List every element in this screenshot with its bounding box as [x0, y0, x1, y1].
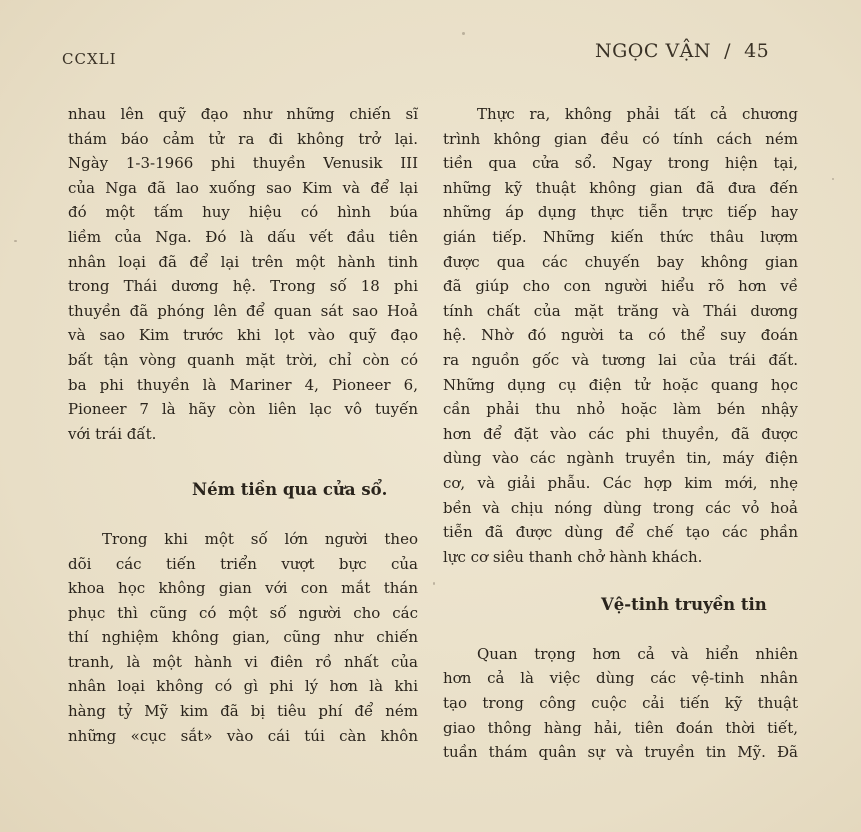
spacer [443, 618, 798, 642]
right-column [443, 102, 798, 765]
left-column [68, 102, 418, 748]
text-line: thuyền đã phóng lên để quan sát sao Hoả [68, 301, 418, 320]
text-line: tuần thám quân sự và truyền tin Mỹ. Đã [443, 743, 798, 762]
text-line: hàng tỷ Mỹ kim đã bị tiêu phí để ném [68, 702, 418, 721]
text-line: dùng vào các ngành truyền tin, máy điện [443, 449, 798, 468]
text-line: hệ. Nhờ đó người ta có thể suy đoán [443, 326, 798, 345]
text-line: gián tiếp. Những kiến thức thâu lượm [443, 227, 798, 246]
text-line: thám báo cảm tử ra đi không trở lại. [68, 129, 418, 148]
text-line: nhân loại đã để lại trên một hành tinh [68, 252, 418, 271]
left-paragraph-2 [68, 527, 418, 748]
text-line: những «cục sắt» vào cái túi càn khôn [68, 726, 418, 745]
text-line: ba phi thuyền là Mariner 4, Pioneer 6, [68, 375, 418, 394]
text-line: và sao Kim trước khi lọt vào quỹ đạo [68, 326, 418, 345]
text-line: tính chất của mặt trăng và Thái dương [443, 301, 798, 320]
text-line: khoa học không gian với con mắt thán [68, 579, 418, 598]
text-line: cơ, và giải phẫu. Các hợp kim mới, nhẹ [443, 473, 798, 492]
text-line: được qua các chuyến bay không gian [443, 252, 798, 271]
paper-speck [462, 32, 465, 35]
text-line: trong Thái dương hệ. Trong số 18 phi [68, 277, 418, 296]
text-line: Quan trọng hơn cả và hiển nhiên [477, 644, 798, 663]
text-line: lực cơ siêu thanh chở hành khách. [443, 547, 703, 566]
text-line: thí nghiệm không gian, cũng như chiến [68, 628, 418, 647]
text-line: dõi các tiến triển vượt bực của [68, 554, 418, 573]
page-header-section-number: CCXLI [62, 50, 117, 68]
text-line: tiễn đã được dùng để chế tạo các phần [443, 523, 798, 542]
text-line: nhân loại không có gì phi lý hơn là khi [68, 677, 418, 696]
text-line: giao thông hàng hải, tiên đoán thời tiết, [443, 718, 798, 737]
paper-speck [14, 240, 17, 242]
text-line: ra nguồn gốc và tương lai của trái đất. [443, 350, 798, 369]
text-line: Ngày 1-3-1966 phi thuyền Venusik III [68, 154, 418, 173]
paper-speck [433, 582, 435, 585]
text-line: liềm của Nga. Đó là dấu vết đầu tiên [68, 227, 418, 246]
text-line: những áp dụng thực tiễn trực tiếp hay [443, 203, 798, 222]
text-line: nhau lên quỹ đạo như những chiến sĩ [68, 105, 418, 123]
text-line: đã giúp cho con người hiểu rõ hơn về [443, 277, 798, 296]
text-line: hơn cả là việc dùng các vệ-tinh nhân [443, 669, 798, 688]
left-paragraph-1 [68, 102, 418, 446]
section-heading-nem-tien: Ném tiền qua cửa sổ. [192, 480, 388, 500]
text-line: cần phải thu nhỏ hoặc làm bén nhậy [443, 400, 798, 419]
page-header-author-page: NGỌC VẬN / 45 [595, 40, 770, 62]
text-line: bất tận vòng quanh mặt trời, chỉ còn có [68, 350, 418, 369]
text-line: hơn để đặt vào các phi thuyền, đã được [443, 424, 798, 443]
text-line: trình không gian đều có tính cách ném [443, 129, 798, 148]
text-line: Thực ra, không phải tất cả chương [477, 105, 798, 123]
right-paragraph-2 [443, 642, 798, 765]
text-line: phục thì cũng có một số người cho các [68, 603, 418, 622]
right-paragraph-1 [443, 102, 798, 569]
text-line: đó một tấm huy hiệu có hình búa [68, 203, 418, 222]
text-line: với trái đất. [68, 424, 157, 443]
spacer [68, 446, 418, 478]
text-line: những kỹ thuật không gian đã đưa đến [443, 178, 798, 197]
section-heading-ve-tinh: Vệ-tinh truyền tin [601, 595, 767, 615]
text-line: tạo trong công cuộc cải tiến kỹ thuật [443, 694, 798, 713]
text-line: tranh, là một hành vi điên rồ nhất của [68, 652, 418, 671]
spacer [443, 569, 798, 593]
spacer [68, 503, 418, 527]
paper-speck [832, 178, 834, 180]
text-line: của Nga đã lao xuống sao Kim và để lại [68, 178, 418, 197]
text-line: Pioneer 7 là hãy còn liên lạc vô tuyến [68, 400, 418, 419]
text-line: Những dụng cụ điện tử hoặc quang học [443, 375, 798, 394]
text-line: tiền qua cửa sổ. Ngay trong hiện tại, [443, 154, 798, 173]
text-line: bền và chịu nóng dùng trong các vỏ hoả [443, 498, 798, 517]
text-line: Trong khi một số lớn người theo [102, 529, 418, 548]
